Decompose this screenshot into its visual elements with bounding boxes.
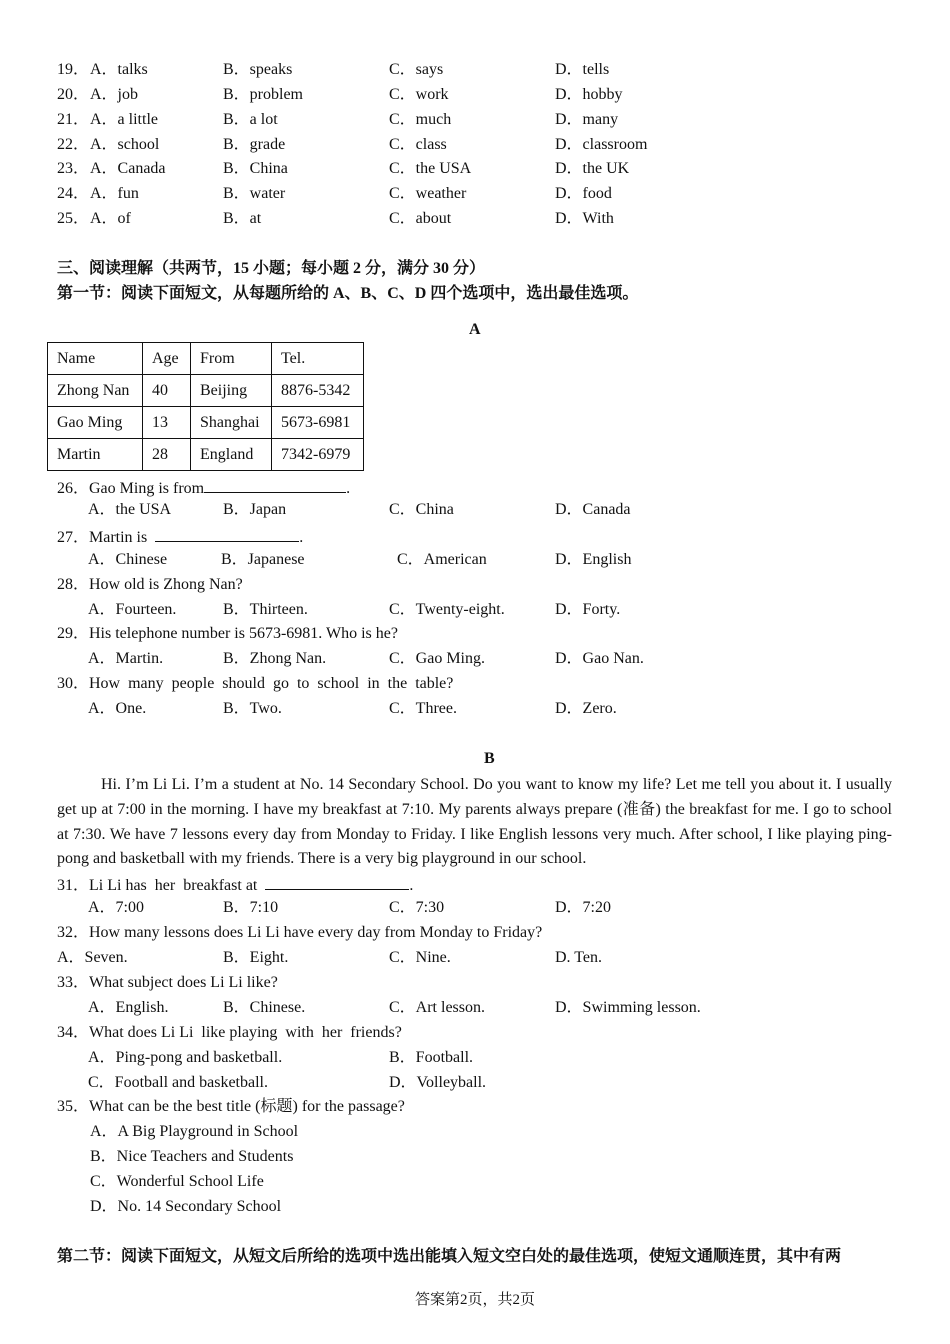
option-d[interactable]: D．many <box>555 111 619 128</box>
option-a[interactable]: A．Seven. <box>57 949 128 966</box>
option-d[interactable]: D．With <box>555 210 614 227</box>
option-c[interactable]: C．Football and basketball. <box>88 1074 268 1091</box>
option-b[interactable]: B．water <box>223 185 286 202</box>
option-c[interactable]: C．says <box>389 61 444 78</box>
passage-b-text: Hi. I’m Li Li. I’m a student at No. 14 Secondary School. Do you want to know my life? Let me tell you about it. I usually get up at 7:00 in the morning. I have my breakfast at 7:10. My parents always prepare (准备) the breakfast for me. I go to school at 7:30. We have 7 lessons every day from Monday to Friday. I like English lessons very much. After school, I like playing ping-pong and basketball with my friends. There is a very big playground in our school. <box>57 776 892 868</box>
table-cell: 40 <box>143 375 191 407</box>
option-b[interactable]: B．Thirteen. <box>223 601 308 618</box>
option-a[interactable]: A．the USA <box>88 501 172 518</box>
question-29: 29．His telephone number is 5673-6981. Who is he? <box>57 625 398 642</box>
option-b[interactable]: B．Zhong Nan. <box>223 650 327 667</box>
option-d[interactable]: D. Ten. <box>555 949 603 966</box>
option-a[interactable]: A．7:00 <box>88 899 145 916</box>
option-c[interactable]: C．7:30 <box>389 899 445 916</box>
question-31 <box>57 873 413 896</box>
option-d[interactable]: D．classroom <box>555 136 648 153</box>
table-cell: Shanghai <box>191 407 272 439</box>
option-d[interactable]: D．No. 14 Secondary School <box>90 1198 282 1215</box>
table-cell: 13 <box>143 407 191 439</box>
option-d[interactable]: D．Forty. <box>555 601 621 618</box>
option-b[interactable]: B．Nice Teachers and Students <box>90 1148 294 1165</box>
table-cell: 7342-6979 <box>272 439 364 471</box>
question-33: 33．What subject does Li Li like? <box>57 974 278 991</box>
section-instructions: 第一节：阅读下面短文，从每题所给的 A、B、C、D 四个选项中，选出最佳选项。 <box>57 285 639 302</box>
table-cell: Beijing <box>191 375 272 407</box>
section-heading: 三、阅读理解（共两节，15 小题；每小题 2 分，满分 30 分） <box>57 260 486 277</box>
option-c[interactable]: C．China <box>389 501 454 518</box>
option-c[interactable]: C．Wonderful School Life <box>90 1173 264 1190</box>
option-b[interactable]: B．a lot <box>223 111 278 128</box>
option-c[interactable]: C．work <box>389 86 449 103</box>
question-number: 20． <box>57 86 90 103</box>
option-a[interactable]: A．A Big Playground in School <box>90 1123 299 1140</box>
option-d[interactable]: D．the UK <box>555 160 630 177</box>
option-a[interactable]: A．Chinese <box>88 551 168 568</box>
option-d[interactable]: D．7:20 <box>555 899 612 916</box>
table-header: Name <box>48 343 143 375</box>
option-a[interactable]: A．Canada <box>90 160 166 177</box>
table-header: Tel. <box>272 343 364 375</box>
option-c[interactable]: C．about <box>389 210 452 227</box>
question-28: 28．How old is Zhong Nan? <box>57 576 243 593</box>
option-d[interactable]: D．Zero. <box>555 700 617 717</box>
option-c[interactable]: C．Three. <box>389 700 457 717</box>
option-a[interactable]: A．school <box>90 136 160 153</box>
option-a[interactable]: A．Fourteen. <box>88 601 177 618</box>
table-header: Age <box>143 343 191 375</box>
option-b[interactable]: B．Japan <box>223 501 287 518</box>
option-b[interactable]: B．Eight. <box>223 949 289 966</box>
question-number: 25． <box>57 210 90 227</box>
option-b[interactable]: B．at <box>223 210 262 227</box>
option-c[interactable]: C．American <box>397 551 487 568</box>
option-d[interactable]: D．Gao Nan. <box>555 650 644 667</box>
question-stem: 31．Li Li has her breakfast at <box>57 877 258 894</box>
option-a[interactable]: A．Ping-pong and basketball. <box>88 1049 283 1066</box>
table-cell: 28 <box>143 439 191 471</box>
question-30: 30．How many people should go to school in the table? <box>57 675 454 692</box>
question-27 <box>57 525 303 548</box>
option-a[interactable]: A．job <box>90 86 139 103</box>
table-cell: Gao Ming <box>48 407 143 439</box>
table-header: From <box>191 343 272 375</box>
passage-b-label: B <box>484 750 495 767</box>
option-d[interactable]: D．Volleyball. <box>389 1074 487 1091</box>
option-d[interactable]: D．tells <box>555 61 610 78</box>
option-a[interactable]: A．talks <box>90 61 148 78</box>
option-c[interactable]: C．Art lesson. <box>389 999 486 1016</box>
option-b[interactable]: B．7:10 <box>223 899 279 916</box>
question-32: 32．How many lessons does Li Li have every day from Monday to Friday? <box>57 924 543 941</box>
question-34: 34．What does Li Li like playing with her friends? <box>57 1024 402 1041</box>
option-c[interactable]: C．class <box>389 136 447 153</box>
option-b[interactable]: B．Chinese. <box>223 999 306 1016</box>
option-a[interactable]: A．Martin. <box>88 650 164 667</box>
question-number: 19． <box>57 61 90 78</box>
option-a[interactable]: A．One. <box>88 700 147 717</box>
question-number: 24． <box>57 185 90 202</box>
option-b[interactable]: B．speaks <box>223 61 293 78</box>
question-stem: 27．Martin is <box>57 529 148 546</box>
question-number: 22． <box>57 136 90 153</box>
option-b[interactable]: B．problem <box>223 86 303 103</box>
table-cell: Zhong Nan <box>48 375 143 407</box>
table-cell: 8876-5342 <box>272 375 364 407</box>
option-c[interactable]: C．Nine. <box>389 949 451 966</box>
info-table <box>47 342 364 471</box>
option-a[interactable]: A．a little <box>90 111 158 128</box>
table-header-row <box>48 343 364 375</box>
option-c[interactable]: C．weather <box>389 185 467 202</box>
option-a[interactable]: A．fun <box>90 185 139 202</box>
question-end: . <box>299 529 304 546</box>
option-b[interactable]: B．grade <box>223 136 286 153</box>
table-row <box>48 375 364 407</box>
table-cell: Martin <box>48 439 143 471</box>
page-footer: 答案第2页，共2页 <box>414 1292 535 1308</box>
option-b[interactable]: B．Japanese <box>221 551 305 568</box>
question-35: 35．What can be the best title (标题) for the passage? <box>57 1098 405 1115</box>
option-b[interactable]: B．China <box>223 160 288 177</box>
question-number: 21． <box>57 111 90 128</box>
part2-instructions: 第二节：阅读下面短文，从短文后所给的选项中选出能填入短文空白处的最佳选项，使短文通顺连贯，其中有两 <box>57 1248 842 1265</box>
option-d[interactable]: D．food <box>555 185 612 202</box>
answer-blank[interactable] <box>265 873 409 890</box>
passage-a-label: A <box>469 321 481 338</box>
table-cell: England <box>191 439 272 471</box>
option-c[interactable]: C．much <box>389 111 452 128</box>
question-end: . <box>346 480 351 497</box>
table-cell: 5673-6981 <box>272 407 364 439</box>
option-b[interactable]: B．Football. <box>389 1049 474 1066</box>
option-d[interactable]: D．Canada <box>555 501 631 518</box>
question-26 <box>57 476 350 499</box>
option-c[interactable]: C．Gao Ming. <box>389 650 486 667</box>
option-d[interactable]: D．Swimming lesson. <box>555 999 701 1016</box>
option-a[interactable]: A．English. <box>88 999 169 1016</box>
table-row <box>48 439 364 471</box>
answer-blank[interactable] <box>204 476 346 493</box>
option-a[interactable]: A．of <box>90 210 131 227</box>
table-row <box>48 407 364 439</box>
option-c[interactable]: C．Twenty-eight. <box>389 601 505 618</box>
option-d[interactable]: D．English <box>555 551 632 568</box>
question-stem: 26．Gao Ming is from <box>57 480 205 497</box>
answer-blank[interactable] <box>155 525 299 542</box>
option-b[interactable]: B．Two. <box>223 700 282 717</box>
question-number: 23． <box>57 160 90 177</box>
question-end: . <box>409 877 414 894</box>
option-c[interactable]: C．the USA <box>389 160 472 177</box>
option-d[interactable]: D．hobby <box>555 86 623 103</box>
